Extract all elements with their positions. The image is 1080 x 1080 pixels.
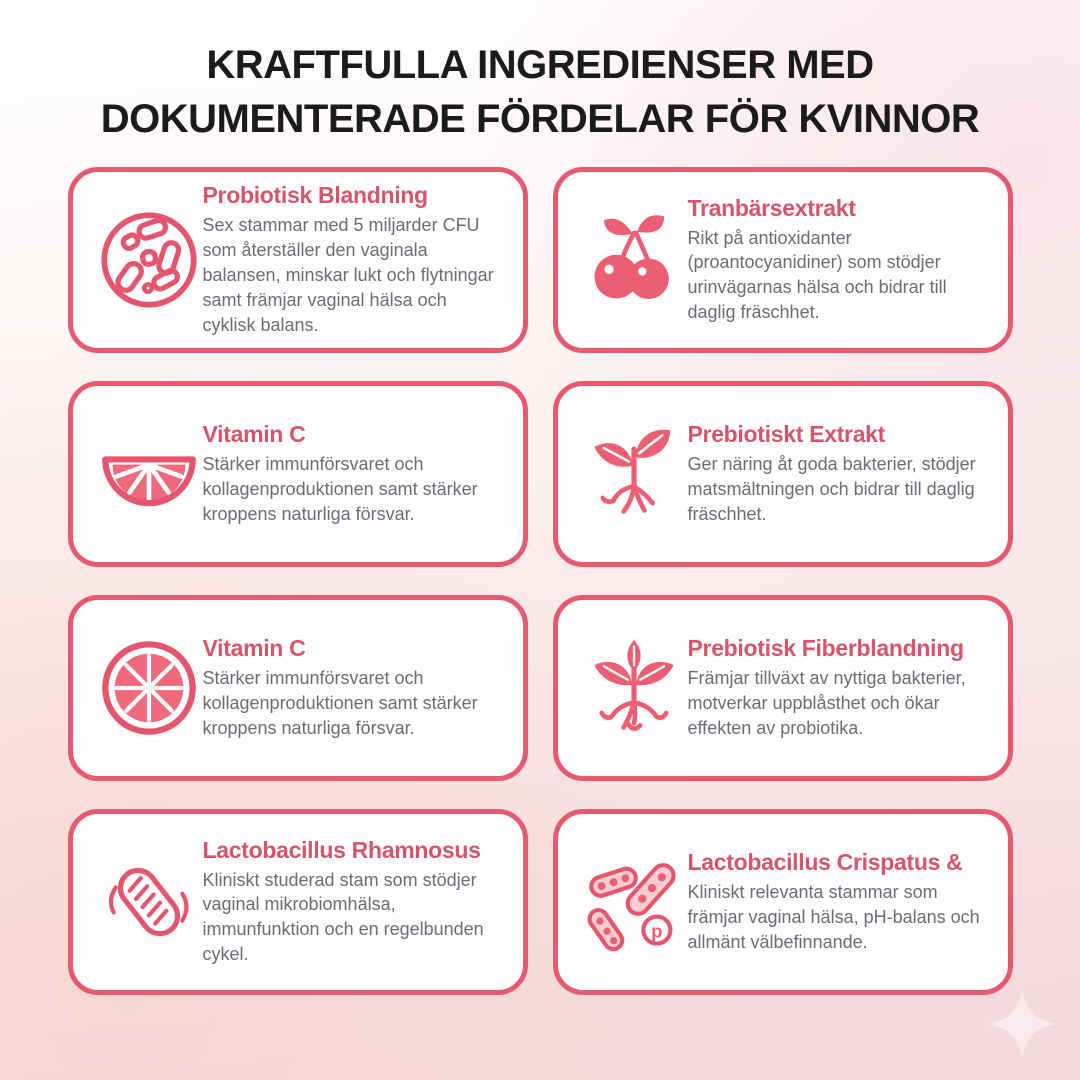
citrus-half-slice-icon [96,414,203,534]
ingredient-description: Ger näring åt goda bakterier, stödjer matsmältningen och bidrar till daglig fräschhet. [687,454,976,524]
ingredient-name: Tranbärsextrakt [687,194,856,221]
bacteria-group-icon [581,842,688,962]
card-text [203,182,501,337]
ingredient-description: Stärker immunförsvaret och kollagenproduktionen samt stärker kroppens naturliga försvar. [202,668,478,738]
card-prebiotisk-fiberblandning [553,595,1013,781]
card-text [688,421,986,526]
citrus-full-slice-icon [96,628,203,748]
ingredient-description: Kliniskt studerad stam som stödjer vaginal mikrobiomhälsa, immunfunktion och en regelbunden cykel. [202,869,484,965]
ingredient-name: Prebiotiskt Extrakt [687,421,886,448]
ingredient-description: Sex stammar med 5 miljarder CFU som återställer den vaginala balansen, minskar lukt och flytningar samt främjar vaginal hälsa och cyklisk balans. [202,215,494,335]
ingredient-name: Vitamin C [202,635,306,662]
ingredient-grid [68,167,1013,995]
microbes-dish-icon [96,200,203,320]
card-vitamin-c-half [68,381,528,567]
page-title [0,0,1080,147]
card-tranbarsextrakt [553,167,1013,353]
card-lactobacillus-crispatus [553,809,1013,995]
ingredient-name: Lactobacillus Rhamnosus [202,836,481,863]
card-prebiotiskt-extrakt [553,381,1013,567]
cranberries-icon [581,200,688,320]
ingredient-description: Främjar tillväxt av nyttiga bakterier, motverkar uppblåsthet och ökar effekten av probiotika. [687,668,966,738]
card-text [688,849,986,954]
card-lactobacillus-rhamnosus [68,809,528,995]
page-title-line1: KRAFTFULLA INGREDIENSER MED [206,43,874,87]
card-text [203,421,501,526]
ingredient-description: Stärker immunförsvaret och kollagenproduktionen samt stärker kroppens naturliga försvar. [202,454,478,524]
ingredient-description: Rikt på antioxidanter (proantocyanidiner) som stödjer urinvägarnas hälsa och bidrar till daglig fräschhet. [687,227,947,323]
card-text [203,635,501,740]
ingredient-name: Vitamin C [202,421,306,448]
ingredient-name: Prebiotisk Fiberblandning [687,635,964,662]
card-vitamin-c-full [68,595,528,781]
bacterium-icon [96,842,203,962]
card-probiotisk-blandning [68,167,528,353]
ingredient-name: Probiotisk Blandning [202,182,428,209]
ingredient-description: Kliniskt relevanta stammar som främjar vaginal hälsa, pH-balans och allmänt välbefinnande. [687,882,980,952]
plant-roots-icon [581,628,688,748]
sparkle-icon [986,988,1058,1060]
card-text [688,195,986,325]
bacteria-letter: p [651,920,663,942]
card-text [203,837,501,967]
card-text [688,635,986,740]
page-title-line2: DOKUMENTERADE FÖRDELAR FÖR KVINNOR [100,97,980,142]
ingredient-name: Lactobacillus Crispatus & [687,849,963,876]
sprout-roots-icon [581,414,688,534]
